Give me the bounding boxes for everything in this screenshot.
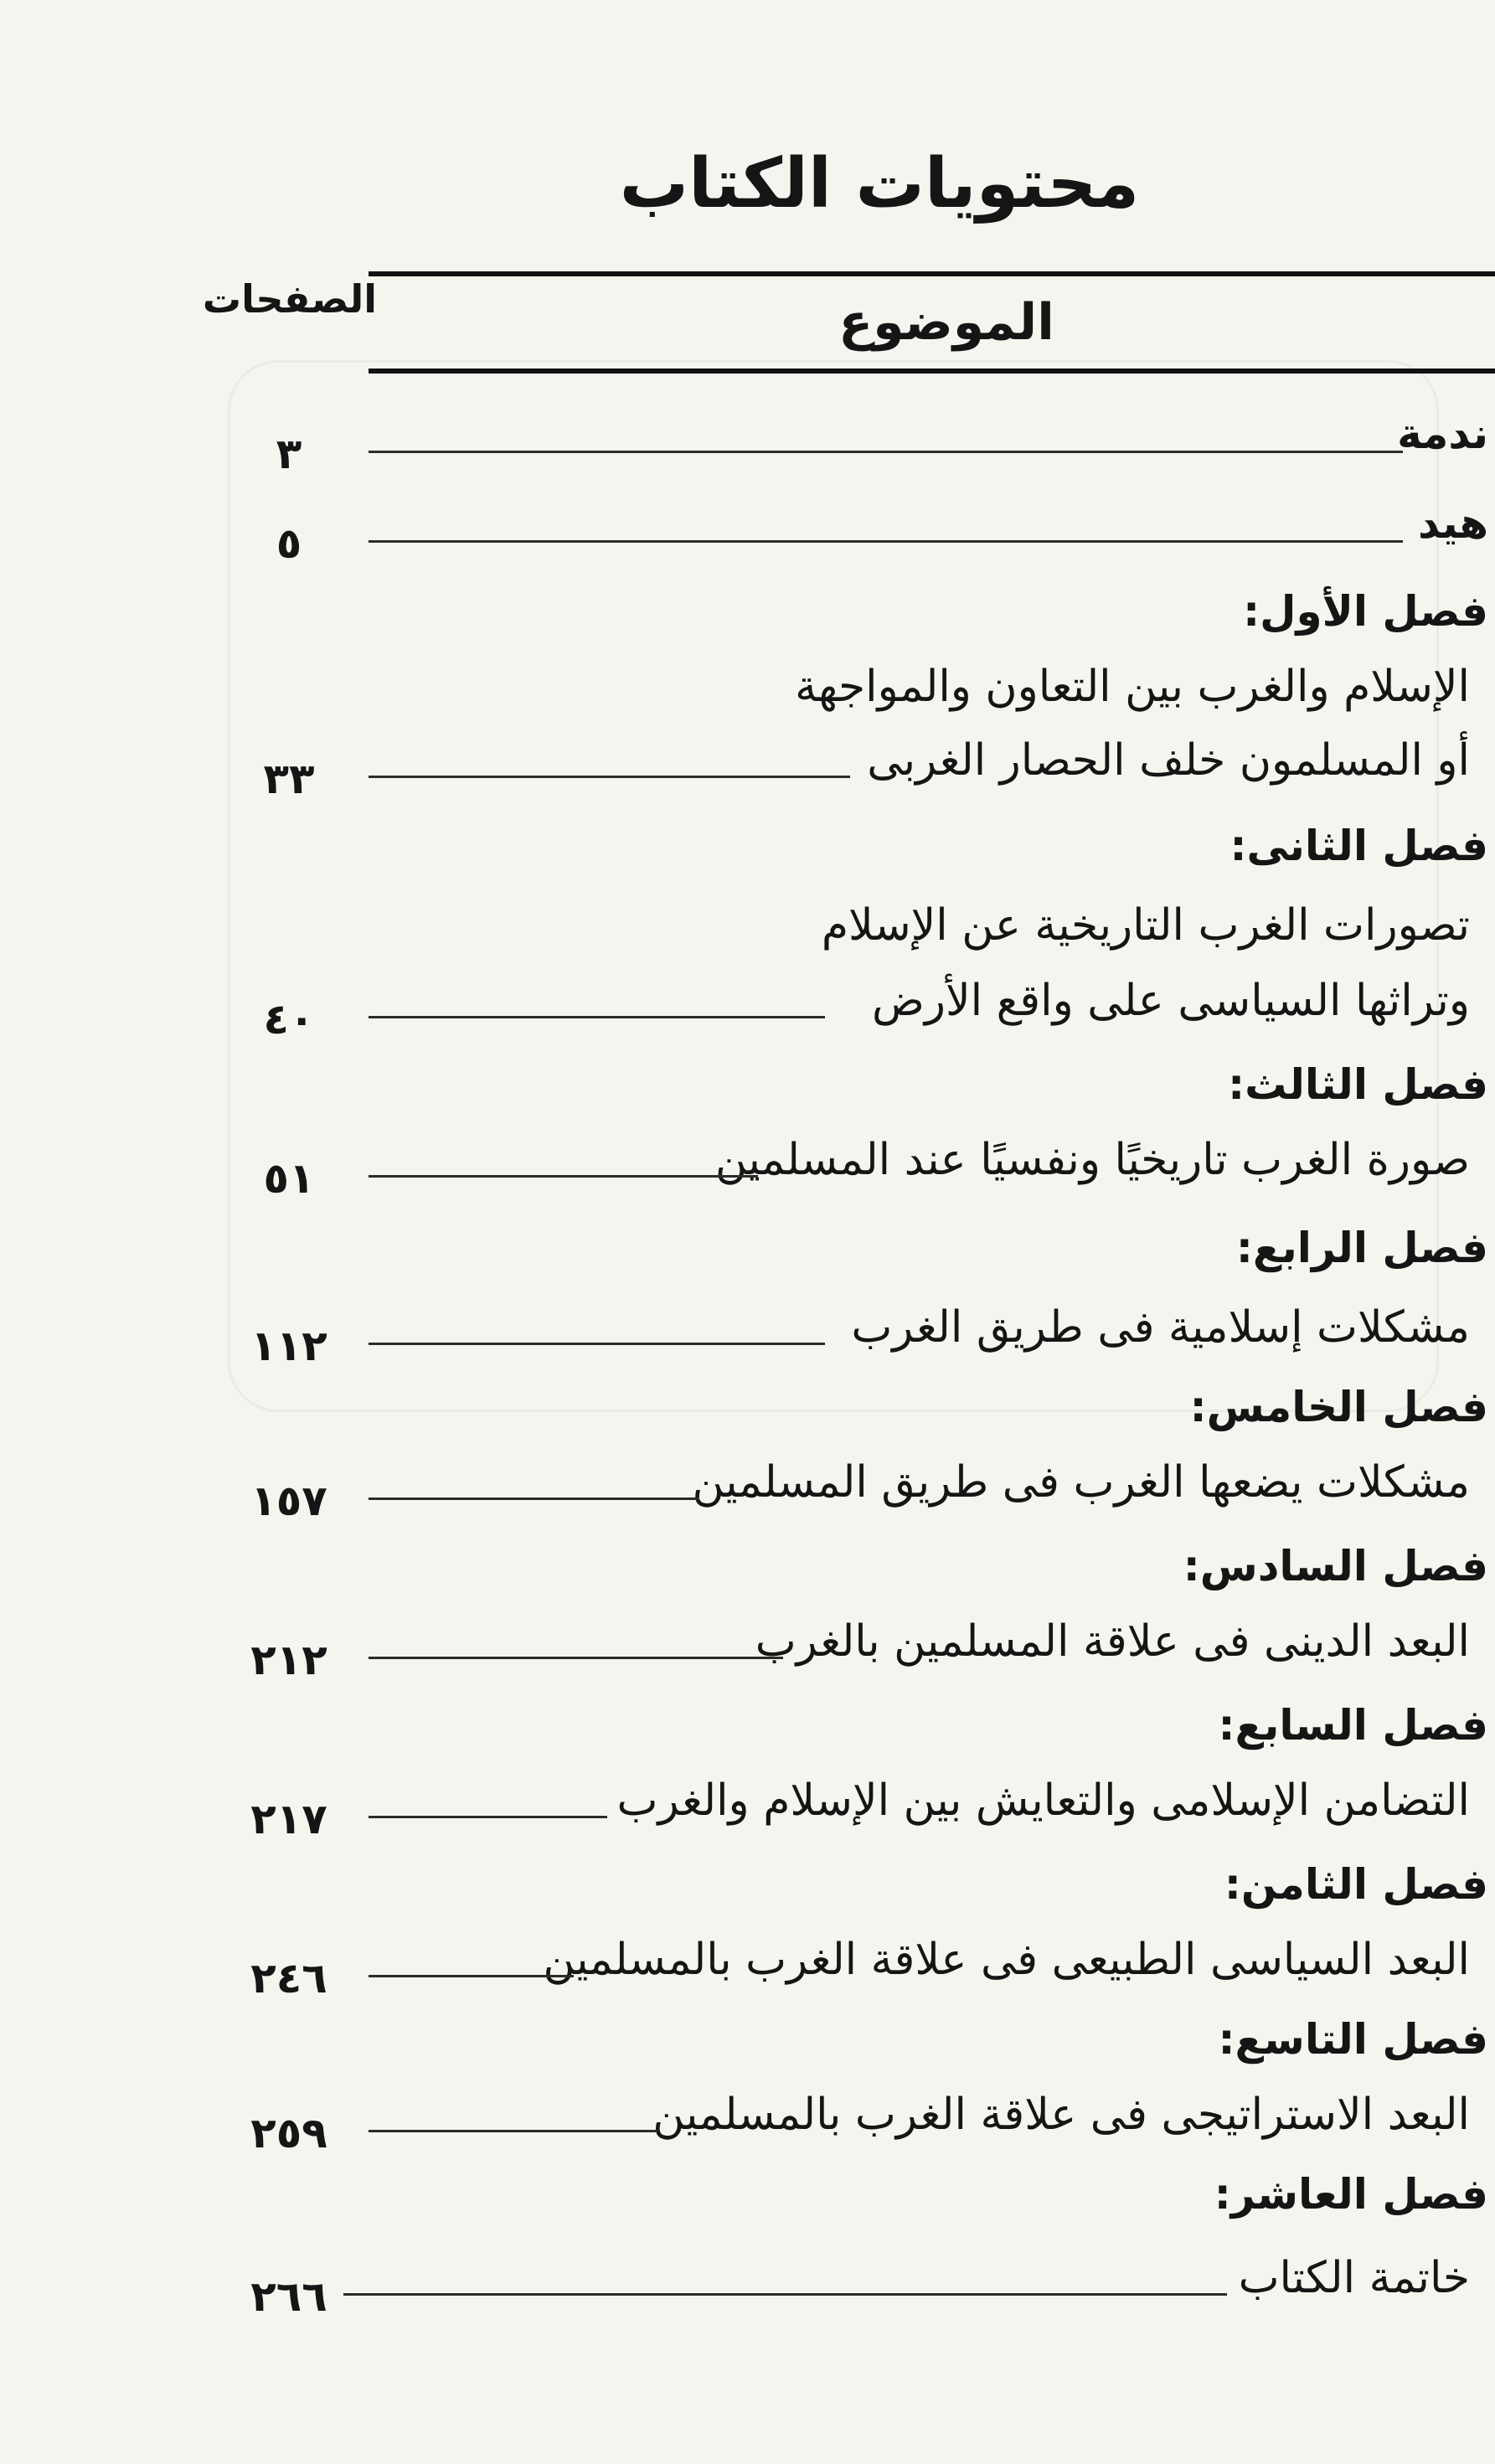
chapter-label: فصل الأول: [1243, 587, 1488, 636]
chapter-label: فصل الثانى: [1230, 822, 1488, 870]
entry-title: التضامن الإسلامى والتعايش بين الإسلام والغرب [616, 1776, 1470, 1826]
leader-line [343, 2293, 1227, 2296]
chapter-label: فصل الخامس: [1189, 1383, 1488, 1431]
entry-title: الإسلام والغرب بين التعاون والمواجهة [795, 662, 1470, 712]
page-number: ٣٣ [263, 755, 315, 803]
entry-title: أو المسلمون خلف الحصار الغربى [867, 735, 1470, 786]
entry-title: هيد [1418, 499, 1488, 548]
entry-title: مشكلات إسلامية فى طريق الغرب [851, 1302, 1470, 1353]
leader-line [369, 776, 850, 778]
entry-title: البعد السياسى الطبيعى فى علاقة الغرب بالمسلمين [543, 1935, 1470, 1985]
subject-column-header: الموضوع [838, 293, 1054, 352]
chapter-label: فصل الرابع: [1235, 1224, 1488, 1272]
chapter-label: فصل التاسع: [1218, 2015, 1488, 2064]
page-title: محتويات الكتاب [619, 144, 1140, 224]
chapter-label: فصل السادس: [1183, 1542, 1488, 1590]
leader-line [369, 540, 1403, 543]
leader-line [369, 1816, 607, 1818]
leader-line [369, 1497, 699, 1500]
pages-column-header: الصفحات [202, 276, 377, 322]
chapter-label: فصل الثالث: [1228, 1060, 1488, 1109]
entry-title: صورة الغرب تاريخيًا ونفسيًا عند المسلمين [714, 1135, 1470, 1185]
page-number: ٢١٢ [250, 1636, 327, 1684]
entry-title: البعد الدينى فى علاقة المسلمين بالغرب [755, 1616, 1470, 1667]
entry-title: تصورات الغرب التاريخية عن الإسلام [821, 900, 1470, 951]
entry-title: ندمة [1397, 410, 1488, 458]
entry-title: خاتمة الكتاب [1238, 2253, 1470, 2303]
page-number: ٥١ [263, 1154, 315, 1203]
chapter-label: فصل العاشر: [1214, 2170, 1488, 2219]
entry-title: البعد الاستراتيجى فى علاقة الغرب بالمسلمين [652, 2090, 1470, 2140]
page-number: ١٥٧ [250, 1477, 327, 1525]
leader-line [369, 1016, 825, 1018]
leader-line [369, 1657, 783, 1659]
page-number: ٢٥٩ [250, 2109, 327, 2157]
chapter-label: فصل الثامن: [1224, 1860, 1488, 1909]
page-number: ١١٢ [250, 1322, 327, 1370]
chapter-label: فصل السابع: [1218, 1701, 1488, 1750]
entry-title: مشكلات يضعها الغرب فى طريق المسلمين [692, 1457, 1470, 1508]
leader-line [369, 451, 1403, 453]
page-number: ٣ [276, 430, 302, 478]
header-top-rule [369, 271, 1495, 276]
leader-line [369, 1175, 758, 1178]
header-bottom-rule [369, 369, 1495, 374]
page-number: ٥ [276, 519, 302, 568]
leader-line [369, 1343, 825, 1345]
page-number: ٤٠ [263, 995, 315, 1044]
page-number: ٢٤٦ [250, 1954, 327, 2003]
leader-line [369, 1975, 574, 1977]
leader-line [369, 2130, 657, 2132]
page-number: ٢٦٦ [250, 2272, 327, 2321]
page-number: ٢١٧ [250, 1795, 327, 1843]
entry-title: وتراثها السياسى على واقع الأرض [871, 976, 1470, 1026]
